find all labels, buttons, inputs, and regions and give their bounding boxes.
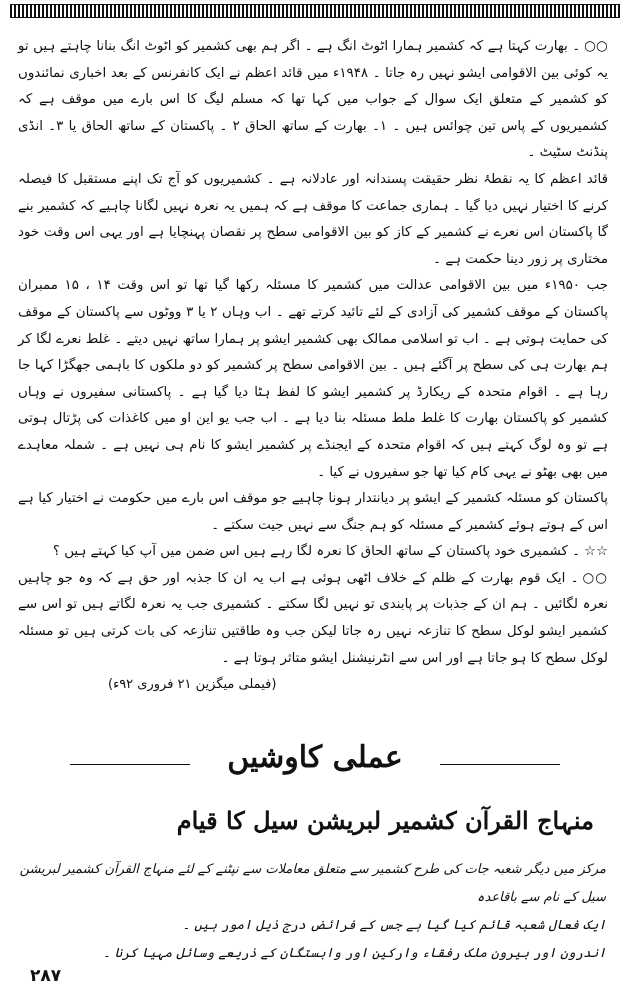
paragraph-text: پاکستان کو مسئلہ کشمیر کے ایشو پر دیانتدار ہونا چاہیے جو موقف اس بارے میں حکومت نے اختیار کیا ہے اس کے ہوتے ہوئے کشمیر کے مسئلہ کو ہم جنگ سے نہیں جیت سکتے ۔: [18, 491, 608, 533]
top-border: [10, 4, 620, 18]
paragraph-quaid: [18, 167, 608, 273]
answer-marker: ○○: [582, 570, 608, 586]
citation: (فیملی میگزین ۲۱ فروری ۹۲ء): [108, 677, 277, 693]
paragraph-answer-1: [18, 34, 608, 167]
sub-heading: منہاج القرآن کشمیر لبریشن سیل کا قیام: [176, 806, 594, 835]
section-line: ایک فعال شعبہ قائم کیا گیا ہے جس کے فرائض درج ذیل امور ہیں ۔: [182, 918, 606, 933]
section-text: [16, 856, 606, 968]
paragraph-text: ۔ ایک قوم بھارت کے ظلم کے خلاف اٹھی ہوئی ہے اب یہ ان کا جذبہ اور حق ہے کہ وہ جو چاہیں نعرہ لگائیں ۔ ہم ان کے جذبات پر پابندی تو نہیں لگا سکتے ۔ کشمیری جب یہ نعرہ لگاتے ہیں تو اس سے کشمیر ایشو لوکل سطح کا تنازعہ نہیں رہ جاتا لیکن جب وہ طاقتیں تنازعہ کی بات کرتی ہیں تو مسئلہ لوکل سطح کا ہو جاتا ہے اور اس سے انٹرنیشنل ایشو متاثر ہوتا ہے ۔: [18, 570, 609, 666]
question-marker: ☆☆: [583, 544, 608, 560]
paragraph-text: ۔ بھارت کہتا ہے کہ کشمیر ہمارا اٹوٹ انگ ہے ۔ اگر ہم بھی کشمیر کو اٹوٹ انگ بنانا چاہتے ہیں تو یہ کوئی بین الاقوامی ایشو نہیں رہ جاتا ۔ ۱۹۴۸ء میں قائد اعظم نے ایک کانفرنس کے بعد اخباری نمائندوں کو کشمیر کے متعلق ایک سوال کے جواب میں کہا تھا کہ مسلم لیگ کا اس بارے میں موقف ہے کہ کشمیریوں کے پاس تین چوائس ہیں ۔ ۱۔ بھارت کے ساتھ الحاق ۲ ۔ پاکستان کے ساتھ الحاق یا ۳۔ انڈی پنڈنٹ سٹیٹ ۔: [18, 39, 609, 161]
paragraph-question: [18, 539, 608, 566]
section-line: مرکز میں دیگر شعبہ جات کی طرح کشمیر سے متعلق معاملات سے نپٹنے کے لئے منہاج القرآن کشمیر لبریشن سیل کے نام سے باقاعدہ: [19, 862, 606, 905]
paragraph-text: جب ۱۹۵۰ء میں بین الاقوامی عدالت میں کشمیر کا مسئلہ رکھا گیا تھا تو اس وقت ۱۴ ، ۱۵ ممبران پاکستان کے موقف کشمیر کی آزادی کے لئے تائید کرتے تھے ۔ اب وہاں ۲ یا ۳ ووٹوں سے پاکستان کے موقف کی حمایت ہوتی ہے ۔ اب تو اسلامی ممالک بھی کشمیر ایشو پر ہمارا ساتھ نہیں دیتے ۔ غلط نعرے لگا کر ہم بھارت ہی کی سطح پر آگئے ہیں ۔ بین الاقوامی سطح پر کشمیر کو دو ملکوں کا باہمی جھگڑا کہا جا رہا ہے ۔ اقوام متحدہ کے ریکارڈ پر کشمیر ایشو کا لفظ ہٹا دیا گیا ہے ۔ پاکستانی سفیروں نے وہاں کشمیر کو پاکستان بھارت کا غلط ملط مسئلہ بنا دیا ہے ۔ اب جب یو این او میں کاغذات کی پڑتال ہوتی ہے تو وہ لوگ کہتے ہیں کہ اقوام متحدہ کے ایجنڈے پر کشمیر ایشو کا نام ہی نہیں ہے ۔ شملہ معاہدے میں بھی بھٹو نے یہی کام کیا تھا جو سفیروں نے کیا ۔: [18, 278, 608, 480]
paragraph-answer-2: [18, 566, 608, 672]
section-title: عملی کاوشیں: [227, 740, 403, 775]
title-rule-left: [70, 764, 190, 765]
paragraph-text: ۔ کشمیری خود پاکستان کے ساتھ الحاق کا نعرہ لگا رہے ہیں اس ضمن میں آپ کیا کہتے ہیں ؟: [52, 544, 580, 560]
paragraph-1950: [18, 273, 608, 486]
article-body: [18, 34, 608, 699]
answer-marker: ○○: [584, 39, 608, 54]
section-line: اندرون اور بیرون ملک رفقاء وارکین اور وابستگان کے ذریعے وسائل مہیا کرنا ۔: [102, 946, 606, 961]
paragraph-text: قائد اعظم کا یہ نقطۂ نظر حقیقت پسندانہ اور عادلانہ ہے ۔ کشمیریوں کو آج تک اپنے مستقبل کا فیصلہ کرنے کا اختیار نہیں دیا گیا ۔ ہماری جماعت کا موقف ہے کہ ہمیں یہ نعرہ نہیں لگانا چاہیے کہ کشمیر بنے گا پاکستان اس نعرے نے کشمیر کے کاز کو بین الاقوامی سطح پر نقصان پہنچایا ہے اور یہی اس وقت خود مختاری پر زور دینا حکمت ہے ۔: [18, 171, 608, 267]
page-number: ۲۸۷: [30, 966, 62, 986]
paragraph-pakistan: [18, 486, 608, 539]
